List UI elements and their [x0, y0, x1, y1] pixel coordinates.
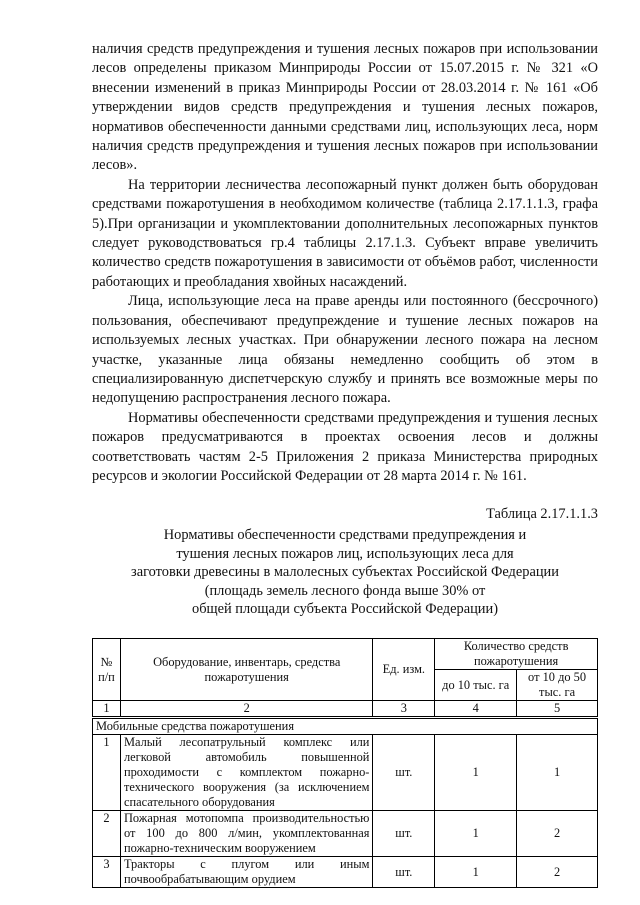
section-row: [93, 718, 598, 735]
row-quantity-2: 2: [517, 811, 598, 857]
row-unit: шт.: [373, 811, 435, 857]
header-quantity-up-to-10: до 10 тыс. га: [435, 670, 517, 701]
table-title-line: (площадь земель лесного фонда выше 30% от: [204, 582, 486, 599]
table-number: Таблица 2.17.1.1.3: [486, 506, 598, 523]
paragraph-2: На территории лесничества лесопожарный пункт должен быть оборудован средствами пожаротушения в необходимом количестве (таблица 2.17.1.1.3, графа 5).При организации и укомплектовании дополнительных лесопожарных пунктов следует руководствоваться гр.4 таблицы 2.17.1.3. Субъект вправе увеличить количество средств пожаротушения в зависимости от объёмов работ, численности работающих и преобладания хвойных насаждений.: [92, 176, 598, 290]
column-number: 5: [517, 701, 598, 718]
table-row: [93, 735, 598, 811]
row-equipment: Малый лесопатрульный комплекс или легковой автомобиль повышенной проходимости с комплектом пожарно-технического вооружения (за исключением спасательного оборудования: [120, 735, 372, 811]
header-unit: Ед. изм.: [373, 639, 435, 701]
row-no: 3: [93, 857, 121, 888]
header-quantity: Количество средств пожаротушения: [435, 639, 598, 670]
row-quantity-1: 1: [435, 857, 517, 888]
row-quantity-2: 2: [517, 857, 598, 888]
norms-table: [92, 638, 598, 888]
row-equipment: Тракторы с плугом или иным почвообрабатывающим орудием: [120, 857, 372, 888]
row-unit: шт.: [373, 735, 435, 811]
table-title-line: тушения лесных пожаров лиц, использующих леса для: [176, 545, 514, 562]
row-quantity-2: 1: [517, 735, 598, 811]
column-number-row: [93, 701, 598, 718]
row-no: 1: [93, 735, 121, 811]
paragraph-1: наличия средств предупреждения и тушения лесных пожаров при использовании лесов определены приказом Минприроды России от 15.07.2015 г. № 321 «О внесении изменений в приказ Минприроды России от 28.03.2014 г. № 161 «Об утверждении видов средств предупреждения и тушения лесных пожаров, нормативов обеспеченности данными средствами лиц, использующих леса, норм наличия средств предупреждения и тушения лесных пожаров при использовании лесов».: [92, 41, 598, 174]
header-no: № п/п: [93, 639, 121, 701]
document-page: [92, 40, 598, 888]
header-equipment: Оборудование, инвентарь, средства пожаротушения: [120, 639, 372, 701]
table-row: [93, 857, 598, 888]
column-number: 3: [373, 701, 435, 718]
table-header-row: [93, 639, 598, 670]
paragraph-4: Нормативы обеспеченности средствами предупреждения и тушения лесных пожаров предусматриваются в проектах освоения лесов и должны соответствовать частям 2-5 Приложения 2 приказа Министерства природных ресурсов и экологии Российской Федерации от 28 марта 2014 г. № 161.: [92, 409, 598, 484]
table-title: [92, 526, 598, 618]
row-quantity-1: 1: [435, 811, 517, 857]
table-title-line: общей площади субъекта Российской Федерации): [192, 600, 498, 617]
column-number: 2: [120, 701, 372, 718]
row-equipment: Пожарная мотопомпа производительностью от 100 до 800 л/мин, укомплектованная пожарно-техническим вооружением: [120, 811, 372, 857]
paragraph-3: Лица, использующие леса на праве аренды или постоянного (бессрочного) пользования, обеспечивают предупреждение и тушение лесных пожаров на используемых лесных участках. При обнаружении лесного пожара на лесном участке, указанные лица обязаны немедленно сообщить об этом в специализированную диспетчерскую службу и принять все возможные меры по недопущению распространения лесного пожара.: [92, 293, 598, 407]
row-no: 2: [93, 811, 121, 857]
row-quantity-1: 1: [435, 735, 517, 811]
column-number: 4: [435, 701, 517, 718]
row-unit: шт.: [373, 857, 435, 888]
column-number: 1: [93, 701, 121, 718]
table-title-line: Нормативы обеспеченности средствами предупреждения и: [163, 527, 527, 544]
section-title: Мобильные средства пожаротушения: [93, 718, 598, 735]
header-quantity-10-to-50: от 10 до 50 тыс. га: [517, 670, 598, 701]
table-row: [93, 811, 598, 857]
table-title-line: заготовки древесины в малолесных субъектах Российской Федерации: [131, 564, 559, 581]
